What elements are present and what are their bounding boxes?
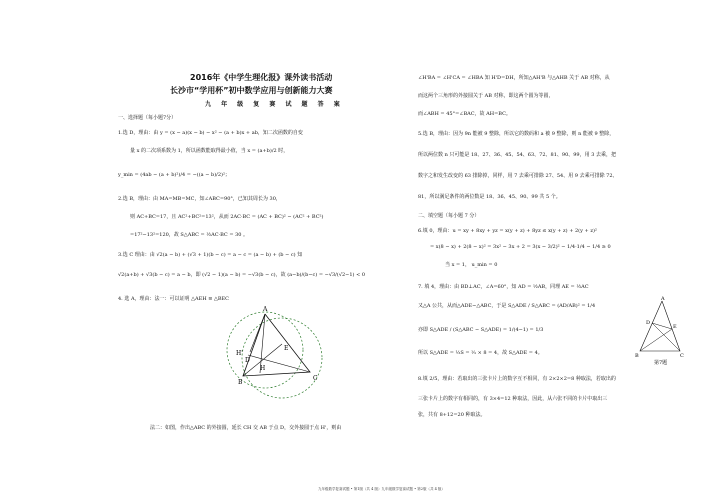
small-label-E: E bbox=[673, 324, 677, 330]
small-label-A: A bbox=[661, 296, 665, 302]
left-line: 法二：如图，作出△ABC 的外接圆，延长 CH 交 AB 于点 D，交外接圆于点 H'，则由 bbox=[150, 425, 342, 431]
left-line: 量 x 的二次项系数为 1，所以函数能取得最小值，当 x = (a+b)/2 时， bbox=[130, 148, 289, 154]
left-line: 则 AC+BC=17，且 AC²+BC²=13²，从而 2AC·BC = (AC + BC)² − (AC² + BC²) bbox=[130, 214, 324, 220]
right-line: 5.选 B，理由：因为 9n 能被 9 整除，所以它的数码和 a 被 9 整除，则 n 能被 9 整除， bbox=[418, 131, 615, 137]
label-B: B bbox=[238, 379, 243, 386]
left-line: 1.选 D，理由：由 y = (x − a)(x − b) − x² − (a + b)x + ab，知二次函数的自变 bbox=[118, 130, 303, 136]
left-line: 3.选 C 理由：由 √2(a − b) + (√3 + 1)(b − c) = a − c = (a − b) + (b − c) 知 bbox=[118, 252, 303, 258]
right-line: 所以两位数 n 只可能是 18、27、36、45、54、63、72、81、90、99，用 3 去乘，把 bbox=[418, 152, 616, 158]
right-line: 张，共有 8+12=20 种取法。 bbox=[418, 412, 486, 418]
right-line: 6.填 0，理由：u = xy + 8xy + yz = x(y + z) + 8yz ≤ x(y + z) + 2(y + z)² bbox=[418, 228, 597, 234]
title-line-3: 九 年 级 复 赛 试 题 答 案 bbox=[205, 101, 344, 108]
right-line: 7. 填 4，理由：由 BD⊥AC，∠A=60°，知 AD = ½AB，同理 AE = ½AC bbox=[418, 284, 589, 290]
title-line-2: 长沙市“学用杯”初中数学应用与创新能力大赛 bbox=[170, 86, 333, 95]
geometry-figure bbox=[210, 300, 340, 400]
right-line: 数字之和发生改变的 63 排除掉，同样，用 7 去乘可排除 27、54、用 9 去乘可排除 72、 bbox=[418, 173, 618, 179]
label-A: A bbox=[263, 306, 268, 313]
small-label-B: B bbox=[635, 353, 639, 359]
label-E: E bbox=[284, 345, 289, 352]
page-footer: 九年级数学复赛试题 • 第1版（共 4 版）九年级数学复赛试题 • 第2版（共 4 版） bbox=[318, 487, 445, 491]
right-line: 而∠ABH = 45°=∠BAC，故 AH=BC。 bbox=[418, 111, 511, 117]
right-line: ∠H'BA = ∠H'CA = ∠HBA 知 H'D=DH，所知△AH'B 与△AHB 关于 AB 对称，从 bbox=[418, 75, 610, 81]
small-label-C: C bbox=[680, 353, 684, 359]
right-line: 而这两个三角形的外接圆关于 AB 对称，即这两个圆为等圆， bbox=[418, 93, 554, 99]
label-H-prime: H' bbox=[236, 350, 243, 357]
left-line: 一、选择题（每小题7分） bbox=[118, 115, 177, 121]
right-line: 81，所以满足条件的两位数是 18、36、45、90、99 共 5 个。 bbox=[418, 194, 561, 200]
right-line: = x(8 − x) + 2(8 − x)² = 3x² − 3x + 2 = 3(x − 3/2)² − 1/4·1/4 − 1/4 ≥ 0 bbox=[430, 244, 611, 250]
left-line: y_min = (4ab − (a + b)²)/4 = −((a − b)/2)²； bbox=[118, 172, 230, 178]
label-D: D bbox=[245, 357, 250, 364]
right-line: 亦即 S△ADE / (S△ABC − S△ADE) = 1/(4−1) = 1/3 bbox=[418, 327, 544, 333]
left-line: 2.选 B，理由：由 MA=MB=MC，知∠ABC=90°，已知其周长为 30， bbox=[118, 196, 281, 202]
right-line: 当 x = 1， u_min = 0 bbox=[445, 262, 498, 268]
left-line: =17²−13²=120，故 S△ABC = ½AC·BC = 30 。 bbox=[130, 232, 249, 238]
right-line: 8.填 2/5，理由：若取出的三张卡片上的数字互不相同，有 2×2×2=8 种取法，若取出的 bbox=[418, 376, 616, 382]
right-line: 又△A 公共，从而△ADE∽△ABC，于是 S△ADE / S△ABC = (AD/AB)² = 1/4 bbox=[418, 303, 596, 309]
right-line: 二、填空题（每小题 7 分） bbox=[418, 213, 480, 219]
right-line: 三张卡片上的数字有相同的，有 3×4=12 种取法，因此，从六张不同的卡片中取出三 bbox=[418, 396, 608, 402]
label-C: C bbox=[313, 375, 318, 382]
left-line: 4. 选 A，理由：法一：可以证明 △AEH ≌ △BEC bbox=[118, 296, 229, 302]
left-line: √2(a+b) + √3(b − c) = a − b，即 (√2 − 1)(a − b) = −√3(b − c)，故 (a−b)/(b−c) = −√3/(√2−1) < 0 bbox=[118, 272, 366, 278]
label-H: H bbox=[260, 365, 266, 372]
figure-caption: 第7题 bbox=[654, 360, 668, 366]
title-line-1: 2016年《中学生理化报》课外读书活动 bbox=[190, 73, 333, 82]
triangle-figure bbox=[632, 296, 687, 368]
right-line: 所以 S△ADE = ⅓S = ⅓ × 8 = 4，故 S△ADE = 4。 bbox=[418, 350, 543, 356]
small-label-D: D bbox=[646, 320, 651, 326]
